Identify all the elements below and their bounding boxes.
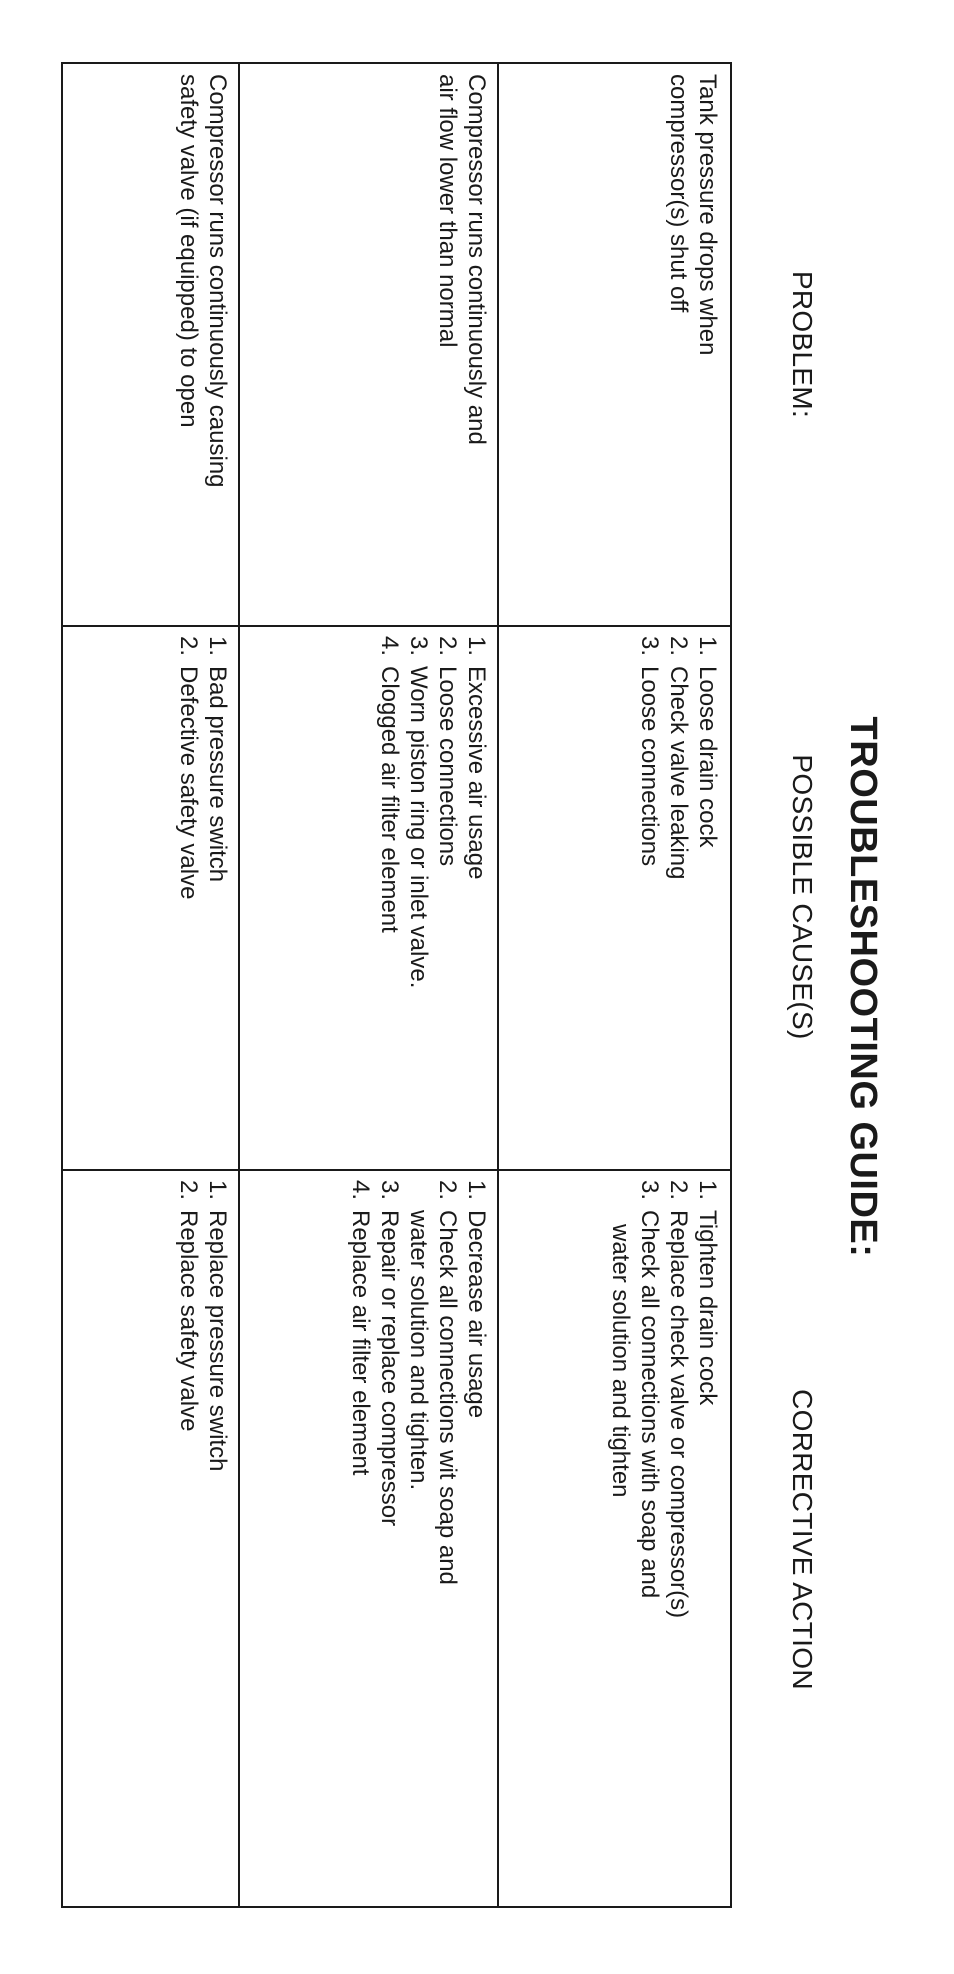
action-item: 2. Check all connections wit soap and water solution and tighten. (405, 1180, 461, 1585)
header-possible-causes: POSSIBLE CAUSE(S) (787, 754, 818, 1040)
action-item: 3. Repair or replace compressor (376, 1180, 403, 1527)
row-2-problem: Compressor runs continuously and air flow lower than normal (434, 74, 490, 445)
cause-item: 4. Clogged air filter element (376, 636, 403, 933)
action-item: 4. Replace air filter element (347, 1180, 374, 1476)
cause-item: 2. Defective safety valve (175, 636, 202, 900)
action-item: 3. Check all connections with soap and water solution and tighten (607, 1180, 663, 1599)
header-problem: PROBLEM: (787, 270, 818, 419)
row-divider (497, 64, 499, 1906)
column-divider (63, 625, 730, 627)
row-1-problem: Tank pressure drops when compressor(s) shut off (665, 74, 721, 356)
row-1-causes (635, 636, 722, 879)
row-divider (238, 64, 240, 1906)
action-item: 2. Replace check valve or compressor(s) (665, 1180, 692, 1619)
header-corrective-action: CORRECTIVE ACTION (787, 1389, 818, 1690)
cause-item: 1. Bad pressure switch (204, 636, 231, 883)
cause-item: 1. Loose drain cock (694, 636, 721, 848)
action-item: 2. Replace safety valve (175, 1180, 202, 1432)
cause-item: 3. Worn piston ring or inlet valve. (405, 636, 432, 989)
row-2-actions (346, 1180, 491, 1585)
cause-item: 2. Check valve leaking (665, 636, 692, 880)
row-3-causes (174, 636, 232, 899)
action-item: 1. Decrease air usage (463, 1180, 490, 1419)
row-3-problem: Compressor runs continuously causing safety valve (if equipped) to open (175, 74, 231, 488)
column-divider (63, 1169, 730, 1171)
cause-item: 3. Loose connections (636, 636, 663, 867)
action-item: 1. Tighten drain cock (694, 1180, 721, 1406)
row-1-actions (606, 1180, 722, 1618)
cause-item: 2. Loose connections (434, 636, 461, 867)
row-2-causes (375, 636, 491, 988)
troubleshooting-table (61, 62, 818, 1908)
cause-item: 1. Excessive air usage (463, 636, 490, 880)
action-item: 1. Replace pressure switch (204, 1180, 231, 1472)
page-title: TROUBLESHOOTING GUIDE: (842, 716, 884, 1258)
row-3-actions (174, 1180, 232, 1471)
